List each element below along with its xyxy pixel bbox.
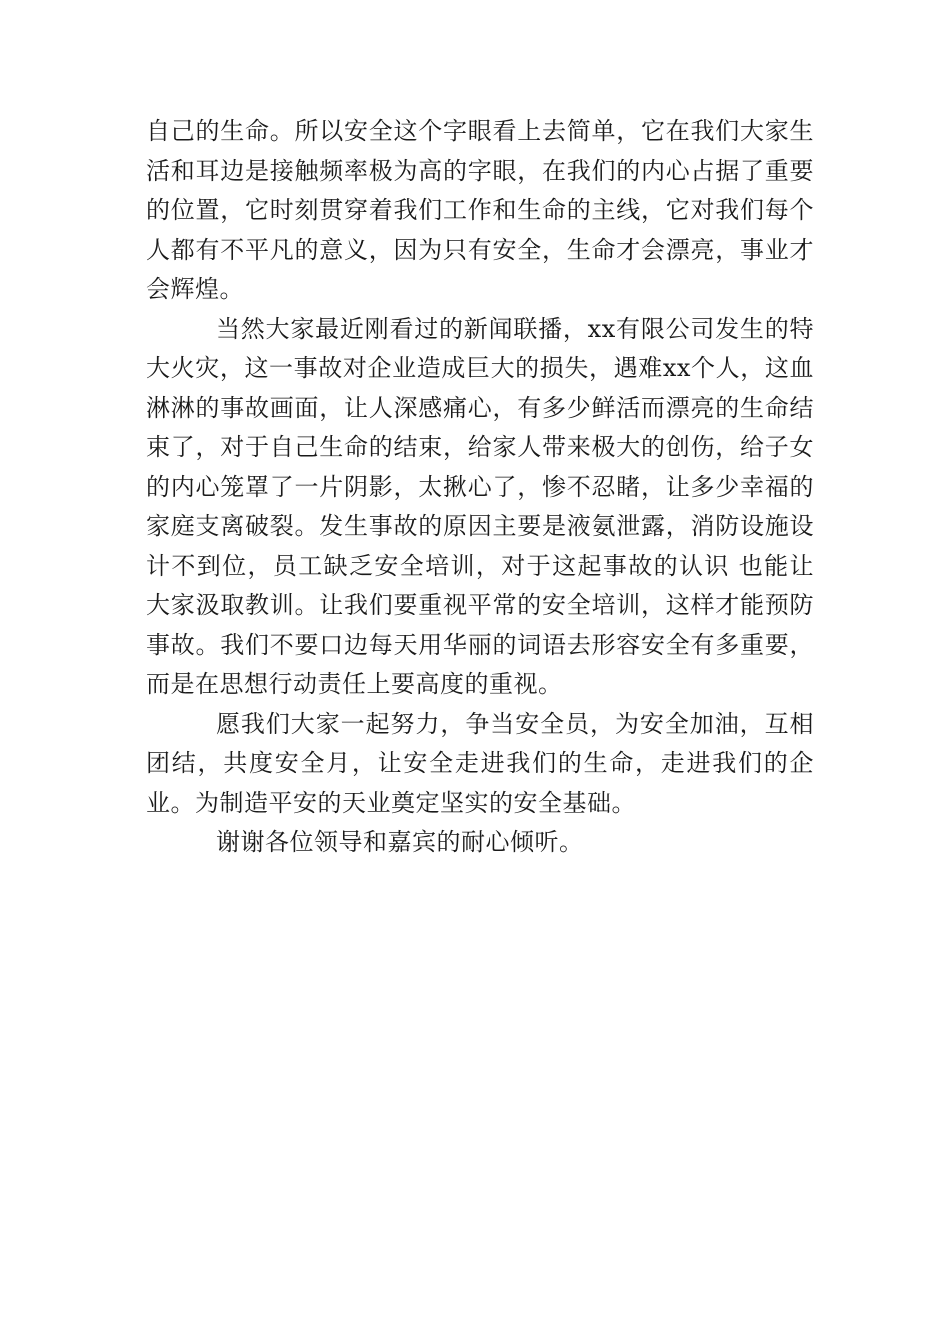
document-body: [146, 112, 814, 863]
paragraph-2: 当然大家最近刚看过的新闻联播，xx有限公司发生的特大火灾，这一事故对企业造成巨大的损失，遇难xx个人，这血淋淋的事故画面，让人深感痛心，有多少鲜活而漂亮的生命结束了，对于自己生命的结束，给家人带来极大的创伤，给子女的内心笼罩了一片阴影，太揪心了，惨不忍睹，让多少幸福的家庭支离破裂。发生事故的原因主要是液氨泄露，消防设施设计不到位，员工缺乏安全培训，对于这起事故的认识 也能让大家汲取教训。让我们要重视平常的安全培训，这样才能预防事故。我们不要口边每天用华丽的词语去形容安全有多重要，而是在思想行动责任上要高度的重视。: [146, 314, 814, 698]
paragraph-4: 谢谢各位领导和嘉宾的耐心倾听。: [216, 828, 584, 856]
paragraph-1: 自己的生命。所以安全这个字眼看上去简单，它在我们大家生活和耳边是接触频率极为高的字眼，在我们的内心占据了重要的位置，它时刻贯穿着我们工作和生命的主线，它对我们每个人都有不平凡的意义，因为只有安全，生命才会漂亮，事业才会辉煌。: [146, 117, 814, 303]
paragraph-3: 愿我们大家一起努力，争当安全员，为安全加油，互相团结，共度安全月，让安全走进我们的生命，走进我们的企业。为制造平安的天业奠定坚实的安全基础。: [146, 709, 814, 817]
